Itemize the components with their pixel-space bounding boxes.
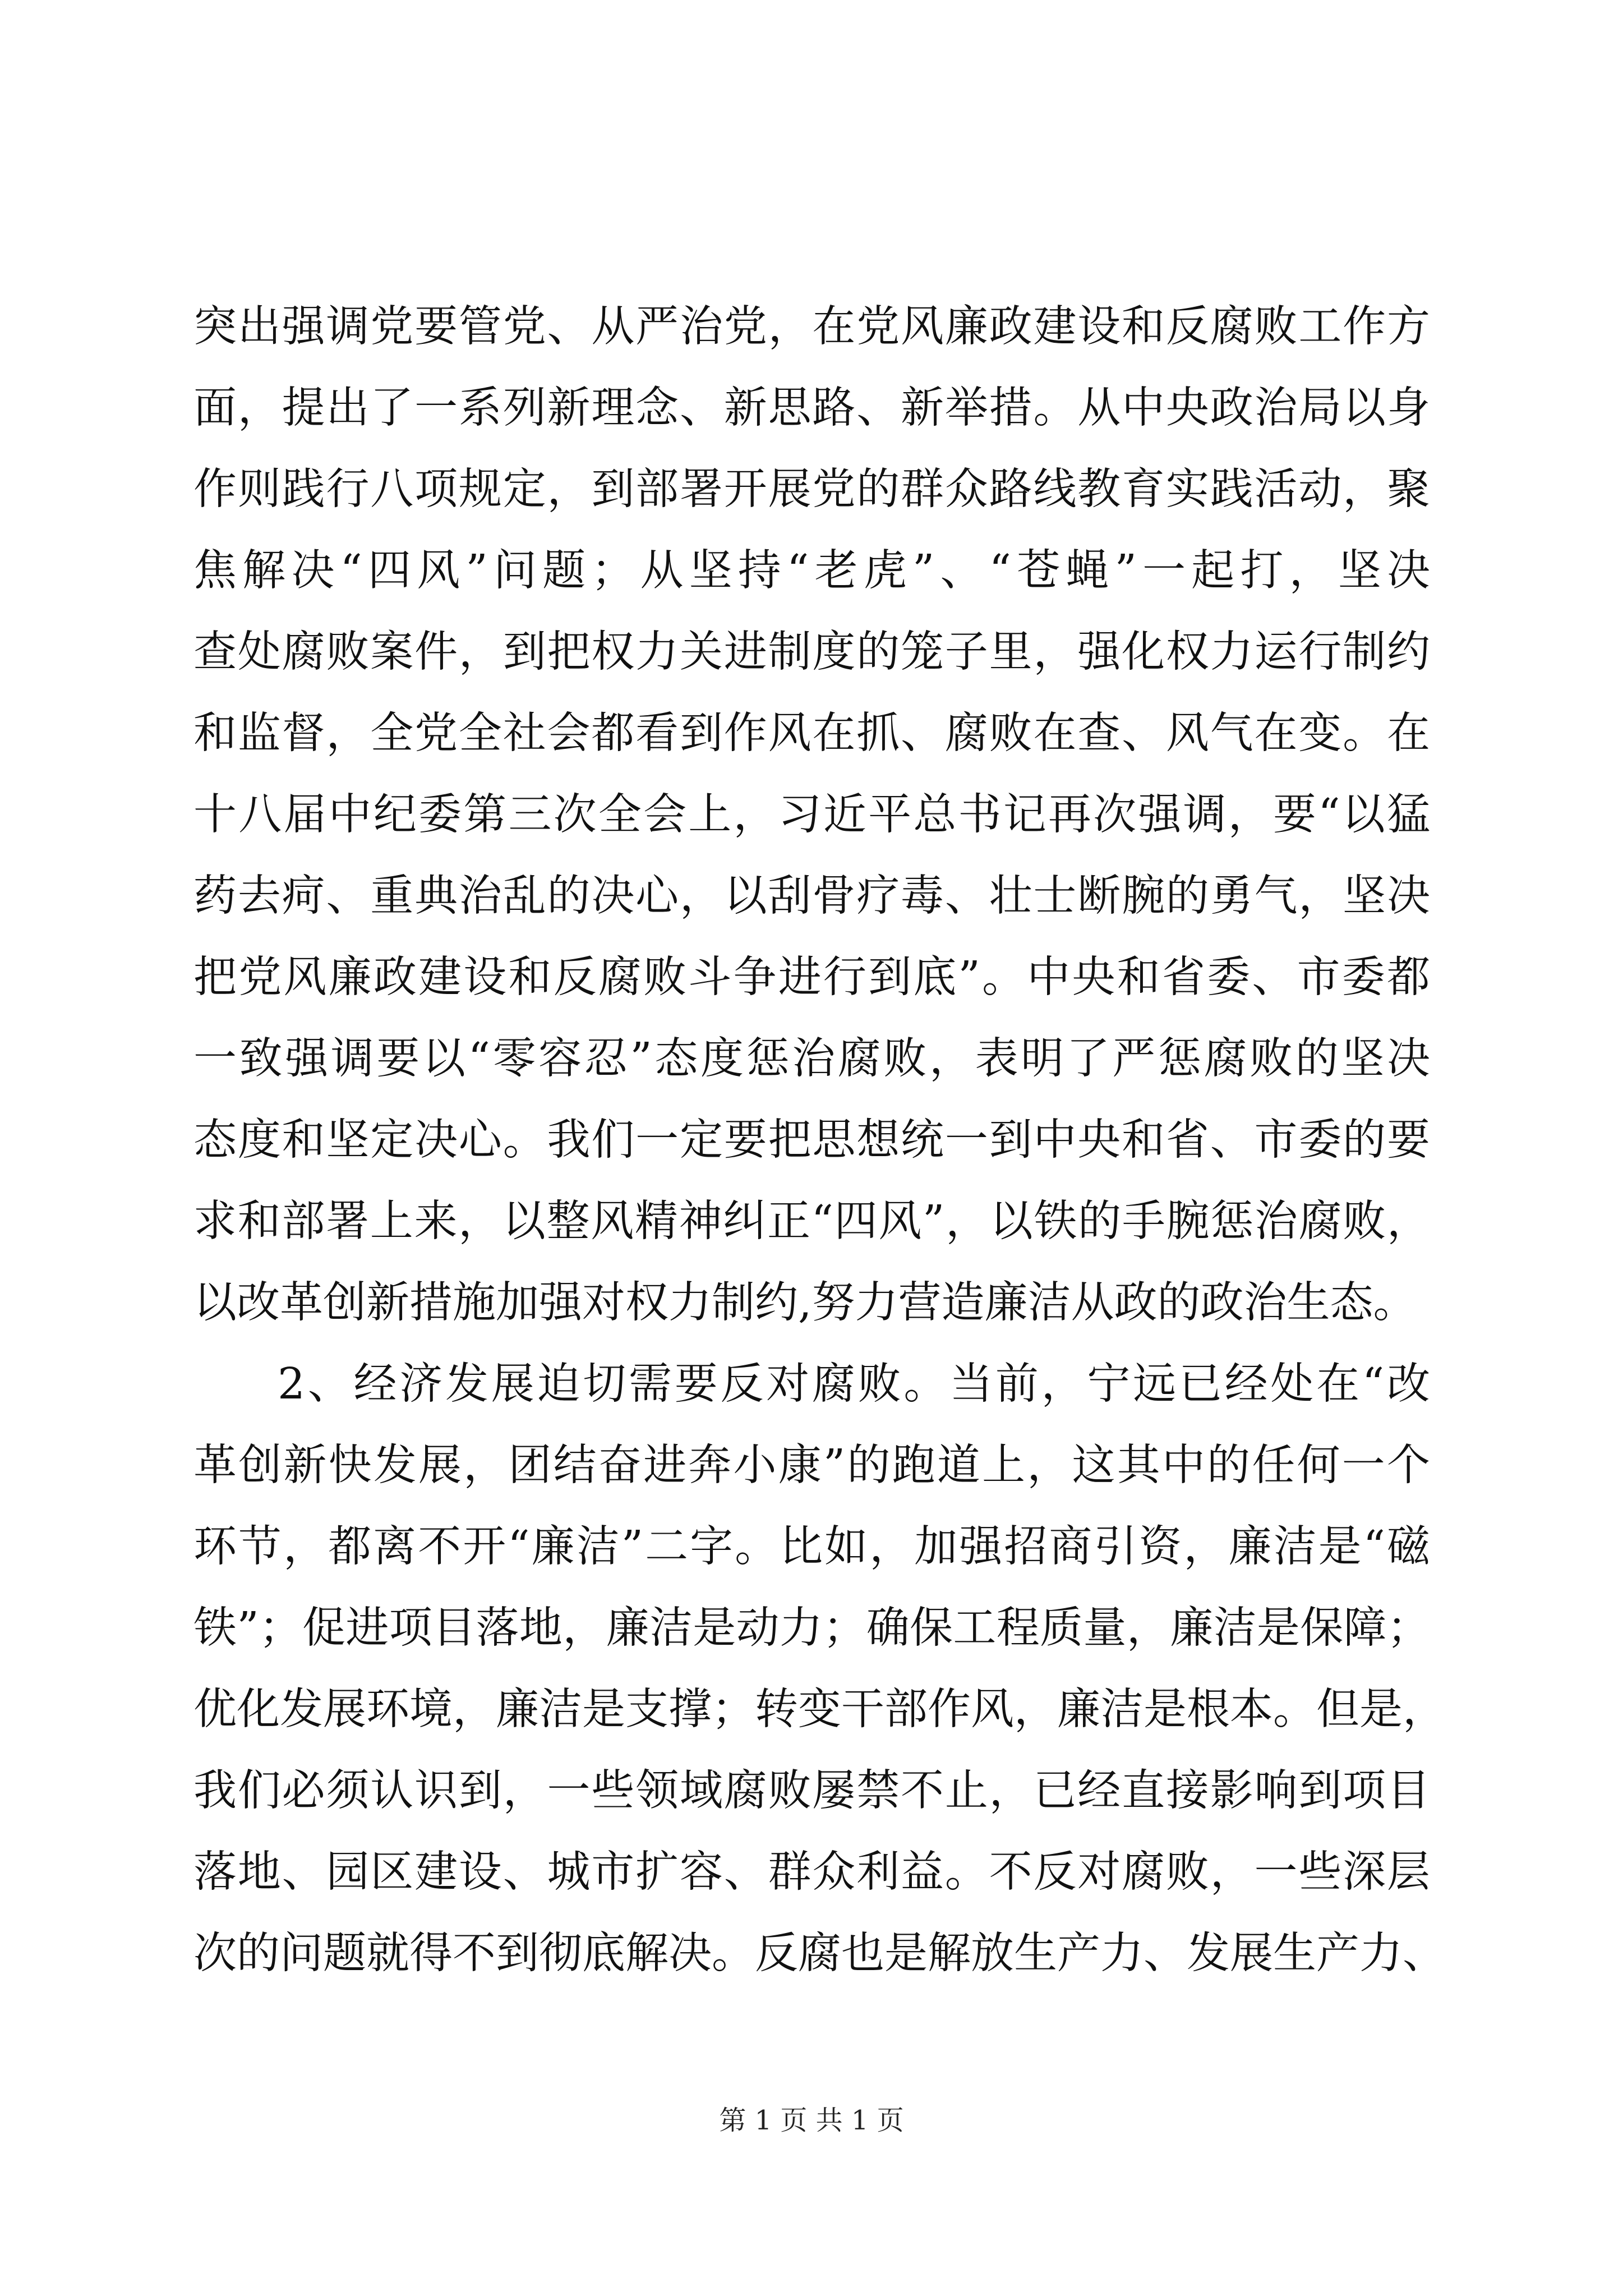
text-line: 我们必须认识到，一些领域腐败屡禁不止，已经直接影响到项目 — [193, 1766, 1430, 1816]
page-number-label: 第 1 页 共 1 页 — [719, 2105, 904, 2136]
paragraph-2 — [193, 1343, 1446, 1994]
text-line: 求和部署上来，以整风精神纠正“四风”，以铁的手腕惩治腐败， — [193, 1197, 1430, 1246]
text-line: 铁”；促进项目落地，廉洁是动力；确保工程质量，廉洁是保障； — [193, 1603, 1430, 1653]
text-line: 把党风廉政建设和反腐败斗争进行到底”。中央和省委、市委都 — [193, 953, 1430, 1002]
text-line: 一致强调要以“零容忍”态度惩治腐败，表明了严惩腐败的坚决 — [193, 1034, 1430, 1084]
text-line: 优化发展环境，廉洁是支撑；转变干部作风，廉洁是根本。但是， — [193, 1685, 1446, 1734]
text-line: 面，提出了一系列新理念、新思路、新举措。从中央政治局以身 — [193, 383, 1430, 433]
text-line: 突出强调党要管党、从严治党，在党风廉政建设和反腐败工作方 — [193, 302, 1430, 352]
text-line: 药去疴、重典治乱的决心，以刮骨疗毒、壮士断腕的勇气，坚决 — [193, 871, 1430, 921]
text-line: 和监督，全党全社会都看到作风在抓、腐败在查、风气在变。在 — [193, 708, 1430, 758]
text-line: 查处腐败案件，到把权力关进制度的笼子里，强化权力运行制约 — [193, 627, 1430, 677]
text-line: 作则践行八项规定，到部署开展党的群众路线教育实践活动，聚 — [193, 464, 1430, 514]
text-line: 焦解决“四风”问题；从坚持“老虎”、“苍蝇”一起打，坚决 — [193, 546, 1430, 596]
page-footer — [0, 2104, 1623, 2137]
text-line: 落地、园区建设、城市扩容、群众利益。不反对腐败，一些深层 — [193, 1847, 1430, 1897]
paragraph-1 — [193, 286, 1430, 1343]
text-line: 十八届中纪委第三次全会上，习近平总书记再次强调，要“以猛 — [193, 790, 1430, 840]
text-line: 革创新快发展，团结奋进奔小康”的跑道上，这其中的任何一个 — [193, 1441, 1430, 1490]
text-line: 环节，都离不开“廉洁”二字。比如，加强招商引资，廉洁是“磁 — [193, 1522, 1430, 1572]
text-line: 以改革创新措施加强对权力制约,努力营造廉洁从政的政治生态。 — [193, 1278, 1417, 1328]
text-line: 态度和坚定决心。我们一定要把思想统一到中央和省、市委的要 — [193, 1115, 1430, 1165]
text-line: 次的问题就得不到彻底解决。反腐也是解放生产力、发展生产力、 — [193, 1929, 1446, 1978]
document-body — [193, 286, 1446, 1994]
text-line: 2、经济发展迫切需要反对腐败。当前，宁远已经处在“改 — [278, 1359, 1430, 1409]
